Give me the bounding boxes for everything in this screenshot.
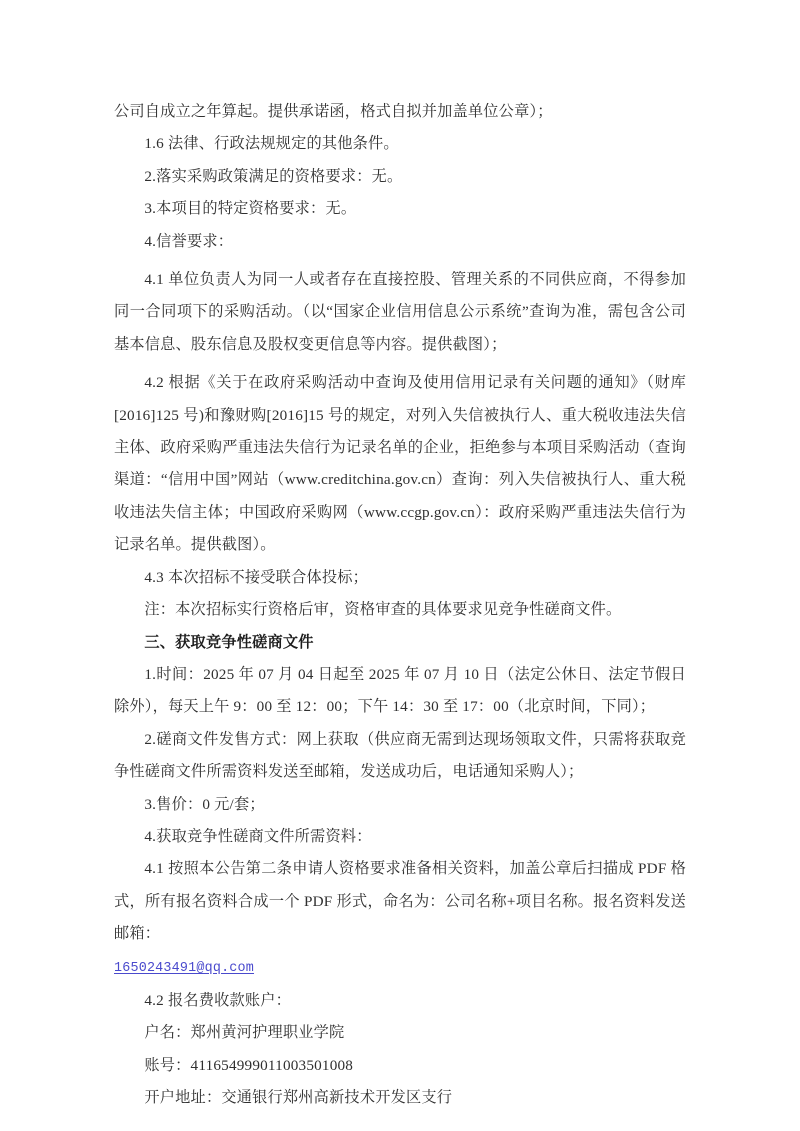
email-line bbox=[114, 951, 686, 985]
clause-note: 注：本次招标实行资格后审，资格审查的具体要求见竞争性磋商文件。 bbox=[144, 601, 622, 619]
materials-clause-4-1 bbox=[114, 853, 686, 950]
acquisition-time: 1.时间：2025 年 07 月 04 日起至 2025 年 07 月 10 日（法定公休日、法定节假日除外），每天上午 9：00 至 12：00；下午 14：30 至 17：00（北京时间，下同）； bbox=[114, 665, 686, 716]
clause-2: 2.落实采购政策满足的资格要求：无。 bbox=[144, 167, 403, 185]
clause-4-1: 4.1 单位负责人为同一人或者存在直接控股、管理关系的不同供应商，不得参加同一合同项下的采购活动。（以“国家企业信用信息公示系统”查询为准，需包含公司基本信息、股东信息及股权变更信息等内容。提供截图）； bbox=[114, 271, 686, 353]
registration-email-link[interactable]: 1650243491@qq.com bbox=[114, 960, 255, 976]
account-heading: 4.2 报名费收款账户： bbox=[144, 991, 292, 1009]
clause-4-3: 4.3 本次招标不接受联合体投标； bbox=[144, 568, 369, 586]
acquisition-distribution-method: 2.磋商文件发售方式：网上获取（供应商无需到达现场领取文件，只需将获取竞争性磋商文件所需资料发送至邮箱，发送成功后，电话通知采购人）； bbox=[114, 730, 686, 781]
account-number: 账号：411654999011003501008 bbox=[144, 1056, 354, 1074]
acquisition-materials: 4.获取竞争性磋商文件所需资料： bbox=[144, 827, 372, 845]
paragraph-continuation: 公司自成立之年算起。提供承诺函，格式自拟并加盖单位公章）； bbox=[114, 103, 553, 120]
acquisition-price: 3.售价：0 元/套； bbox=[144, 795, 265, 813]
clause-4-2: 4.2 根据《关于在政府采购活动中查询及使用信用记录有关问题的通知》（财库[2016]125 号)和豫财购[2016]15 号的规定，对列入失信被执行人、重大税收违法失信主体、政府采购严重违法失信行为记录名单的企业，拒绝参与本项目采购活动（查询渠道：“信用中国”网站（www.creditchina.gov.cn）查询：列入失信被执行人、重大税收违法失信主体；中国政府采购网（www.ccgp.gov.cn）：政府采购严重违法失信行为记录名单。提供截图）。 bbox=[114, 374, 686, 554]
account-bank-branch: 开户地址：交通银行郑州高新技术开发区支行 bbox=[144, 1089, 453, 1107]
account-name: 户名：郑州黄河护理职业学院 bbox=[144, 1024, 345, 1042]
document-body bbox=[114, 96, 686, 1115]
clause-3: 3.本项目的特定资格要求：无。 bbox=[144, 200, 357, 218]
clause-1-6: 1.6 法律、行政法规规定的其他条件。 bbox=[144, 135, 399, 153]
section-heading-three: 三、获取竞争性磋商文件 bbox=[144, 633, 314, 651]
materials-clause-4-1-text: 4.1 按照本公告第二条申请人资格要求准备相关资料，加盖公章后扫描成 PDF 格式，所有报名资料合成一个 PDF 形式，命名为：公司名称+项目名称。报名资料发送邮箱： bbox=[114, 860, 686, 943]
clause-4: 4.信誉要求： bbox=[144, 232, 234, 250]
